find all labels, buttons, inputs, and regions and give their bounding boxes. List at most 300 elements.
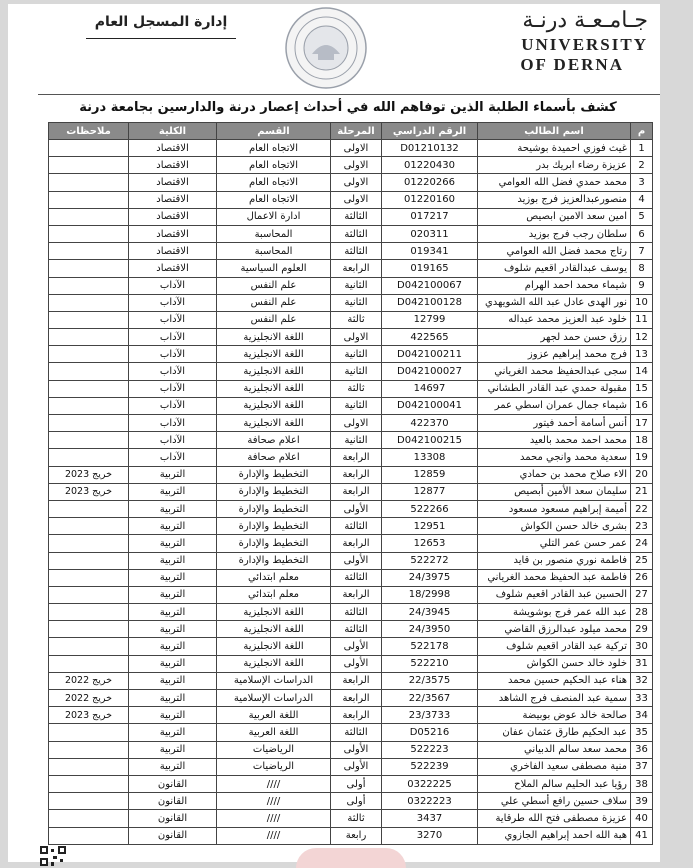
cell-stage: الأولى [331,500,382,517]
university-name-english-line2: OF DERNA [520,55,624,74]
cell-faculty: التربية [129,621,217,638]
cell-student-name: منصورعبدالعزيز فرج بوزيد [478,191,631,208]
cell-note [49,174,129,191]
cell-student-name: أنس أسامة أحمد فيتور [478,415,631,432]
cell-faculty: التربية [129,500,217,517]
cell-department: الرياضيات [217,741,331,758]
table-row [49,346,653,363]
cell-student-id: D042100041 [382,397,478,414]
cell-faculty: التربية [129,552,217,569]
cell-department: اللغة العربية [217,724,331,741]
cell-student-name: سجى عبدالحفيظ محمد الغرياني [478,363,631,380]
table-row [49,655,653,672]
cell-row-number: 8 [631,260,653,277]
cell-department: اللغة الانجليزية [217,638,331,655]
cell-student-id: 522266 [382,500,478,517]
table-header-row [49,123,653,140]
table-row [49,672,653,689]
cell-department: التخطيط والإدارة [217,518,331,535]
cell-note [49,140,129,157]
cell-row-number: 18 [631,432,653,449]
cell-department: اعلام صحافة [217,449,331,466]
cell-student-name: شيماء محمد احمد الهرام [478,277,631,294]
cell-row-number: 31 [631,655,653,672]
table-row [49,724,653,741]
table-row [49,466,653,483]
cell-stage: الاولى [331,140,382,157]
cell-student-name: سلطان رجب فرج بوزيد [478,225,631,242]
cell-row-number: 40 [631,810,653,827]
cell-student-id: 12653 [382,535,478,552]
cell-faculty: التربية [129,655,217,672]
cell-note [49,741,129,758]
cell-student-id: 01220266 [382,174,478,191]
cell-student-id: D042100027 [382,363,478,380]
cell-student-id: 24/3950 [382,621,478,638]
cell-department: التخطيط والإدارة [217,466,331,483]
university-seal-icon [284,6,368,90]
table-row [49,638,653,655]
cell-faculty: الآداب [129,311,217,328]
cell-stage: الرابعة [331,466,382,483]
cell-faculty: القانون [129,793,217,810]
cell-row-number: 26 [631,569,653,586]
cell-faculty: الاقتصاد [129,260,217,277]
cell-department: التخطيط والإدارة [217,552,331,569]
cell-student-name: هبة الله احمد إبراهيم الجازوي [478,827,631,844]
column-header-number: م [631,123,653,140]
table-row [49,449,653,466]
cell-row-number: 41 [631,827,653,844]
cell-stage: الثانية [331,277,382,294]
cell-stage: الثالثة [331,621,382,638]
cell-department: المحاسبة [217,225,331,242]
table-row [49,277,653,294]
cell-note [49,810,129,827]
cell-faculty: التربية [129,569,217,586]
cell-student-id: 522223 [382,741,478,758]
cell-stage: الثالثة [331,604,382,621]
cell-stage: الاولى [331,174,382,191]
cell-student-name: محمد سعد سالم الدبياني [478,741,631,758]
cell-department: //// [217,810,331,827]
cell-student-id: D01210132 [382,140,478,157]
cell-student-name: سعدية محمد وانجي محمد [478,449,631,466]
cell-row-number: 33 [631,690,653,707]
cell-note [49,415,129,432]
cell-student-id: 23/3733 [382,707,478,724]
cell-faculty: التربية [129,518,217,535]
cell-student-id: 22/3567 [382,690,478,707]
table-body [49,140,653,845]
cell-student-id: 3270 [382,827,478,844]
cell-stage: الثانية [331,346,382,363]
cell-note [49,191,129,208]
cell-student-name: هناء عبد الحكيم حسين محمد [478,672,631,689]
cell-student-id: 12859 [382,466,478,483]
cell-row-number: 29 [631,621,653,638]
cell-note [49,260,129,277]
cell-stage: الرابعة [331,449,382,466]
cell-student-name: رتاج محمد فضل الله العوامي [478,243,631,260]
cell-department: التخطيط والإدارة [217,500,331,517]
cell-stage: الأولى [331,638,382,655]
column-header-notes: ملاحظات [49,123,129,140]
cell-row-number: 13 [631,346,653,363]
cell-stage: أولى [331,793,382,810]
cell-faculty: الآداب [129,346,217,363]
cell-faculty: القانون [129,775,217,792]
cell-note [49,535,129,552]
cell-row-number: 10 [631,294,653,311]
cell-row-number: 4 [631,191,653,208]
cell-department: اللغة الانجليزية [217,363,331,380]
cell-student-id: 12799 [382,311,478,328]
cell-student-name: نور الهدى عادل عبد الله الشويهدي [478,294,631,311]
cell-faculty: التربية [129,724,217,741]
cell-row-number: 15 [631,380,653,397]
cell-department: علم النفس [217,294,331,311]
table-row [49,157,653,174]
cell-student-name: فرج محمد إبراهيم عزوز [478,346,631,363]
cell-note: خريج 2022 [49,690,129,707]
cell-student-id: 12951 [382,518,478,535]
cell-faculty: التربية [129,586,217,603]
cell-student-name: عزيزة مصطفى فتح الله طرقاية [478,810,631,827]
table-row [49,140,653,157]
cell-department: الرياضيات [217,758,331,775]
cell-department: الاتجاه العام [217,174,331,191]
cell-note [49,329,129,346]
cell-department: اللغة الانجليزية [217,621,331,638]
cell-student-name: مقبولة حمدي عبد القادر الطشاني [478,380,631,397]
cell-stage: الرابعة [331,707,382,724]
document-title: كشف بأسماء الطلبة الذين توفاهم الله في أحداث إعصار درنة والدارسين بجامعة درنة [79,100,617,115]
cell-department: الدراسات الإسلامية [217,690,331,707]
cell-student-name: عبد الحكيم طارق عثمان عفان [478,724,631,741]
cell-student-id: 24/3975 [382,569,478,586]
cell-department: الاتجاه العام [217,140,331,157]
cell-student-name: سليمان سعد الأمين أبصيص [478,483,631,500]
cell-student-name: عمر حسن عمر التلي [478,535,631,552]
cell-stage: الرابعة [331,483,382,500]
column-header-department: القسم [217,123,331,140]
cell-department: اللغة الانجليزية [217,380,331,397]
cell-note [49,449,129,466]
cell-note [49,225,129,242]
cell-row-number: 16 [631,397,653,414]
cell-department: اعلام صحافة [217,432,331,449]
cell-row-number: 2 [631,157,653,174]
cell-stage: الاولى [331,415,382,432]
cell-student-name: محمد حمدي فضل الله العوامي [478,174,631,191]
cell-student-id: 3437 [382,810,478,827]
cell-faculty: التربية [129,690,217,707]
cell-row-number: 21 [631,483,653,500]
cell-faculty: الاقتصاد [129,243,217,260]
table-row [49,810,653,827]
column-header-stage: المرحلة [331,123,382,140]
cell-department: اللغة الانجليزية [217,604,331,621]
cell-department: معلم ابتدائي [217,569,331,586]
table-row [49,363,653,380]
cell-row-number: 35 [631,724,653,741]
cell-student-name: خلود عبد العزيز محمد عبداله [478,311,631,328]
cell-note [49,775,129,792]
cell-stage: الأولى [331,741,382,758]
cell-stage: الأولى [331,552,382,569]
cell-stage: الرابعة [331,535,382,552]
table-row [49,380,653,397]
cell-faculty: التربية [129,672,217,689]
table-row [49,243,653,260]
cell-student-name: سلاف حسين رافع أسطي علي [478,793,631,810]
cell-student-name: رزق حسن حمد لجهر [478,329,631,346]
cell-faculty: الآداب [129,397,217,414]
cell-student-id: D042100215 [382,432,478,449]
cell-note [49,655,129,672]
cell-note: خريج 2023 [49,466,129,483]
cell-note [49,500,129,517]
registrar-underline [86,38,236,39]
cell-student-id: 019341 [382,243,478,260]
cell-student-id: 01220430 [382,157,478,174]
cell-row-number: 14 [631,363,653,380]
cell-row-number: 32 [631,672,653,689]
cell-faculty: التربية [129,707,217,724]
cell-row-number: 28 [631,604,653,621]
cell-faculty: الآداب [129,449,217,466]
cell-student-id: 020311 [382,225,478,242]
cell-student-id: 522210 [382,655,478,672]
cell-row-number: 7 [631,243,653,260]
cell-row-number: 12 [631,329,653,346]
table-row [49,415,653,432]
table-row [49,518,653,535]
cell-stage: الاولى [331,329,382,346]
column-header-student-id: الرقم الدراسي [382,123,478,140]
cell-department: اللغة الانجليزية [217,655,331,672]
cell-stage: الثانية [331,397,382,414]
cell-faculty: التربية [129,604,217,621]
cell-student-id: D042100211 [382,346,478,363]
cell-note [49,363,129,380]
column-header-name: اسم الطالب [478,123,631,140]
students-table [48,122,653,845]
cell-stage: الثانية [331,432,382,449]
cell-student-id: 522272 [382,552,478,569]
cell-stage: الثالثة [331,569,382,586]
cell-faculty: الآداب [129,329,217,346]
cell-stage: أولى [331,775,382,792]
cell-stage: الثالثة [331,208,382,225]
cell-faculty: القانون [129,827,217,844]
cell-department: الدراسات الإسلامية [217,672,331,689]
cell-student-id: 18/2998 [382,586,478,603]
cell-student-id: D042100067 [382,277,478,294]
cell-note [49,758,129,775]
cell-note: خريج 2023 [49,707,129,724]
cell-student-name: الاء صلاح محمد بن حمادي [478,466,631,483]
table-row [49,397,653,414]
cell-stage: الرابعة [331,672,382,689]
cell-student-id: 019165 [382,260,478,277]
cell-student-id: 422370 [382,415,478,432]
table-row [49,191,653,208]
cell-student-id: 24/3945 [382,604,478,621]
table-row [49,311,653,328]
cell-department: التخطيط والإدارة [217,535,331,552]
cell-department: العلوم السياسية [217,260,331,277]
table-row [49,827,653,844]
cell-student-name: منية مصطفى سعيد الفاخري [478,758,631,775]
cell-faculty: التربية [129,483,217,500]
cell-row-number: 36 [631,741,653,758]
cell-department: اللغة العربية [217,707,331,724]
cell-student-name: محمد ميلود عبدالرزق القاضي [478,621,631,638]
cell-row-number: 5 [631,208,653,225]
cell-row-number: 38 [631,775,653,792]
cell-stage: ثالثة [331,810,382,827]
cell-faculty: الآداب [129,432,217,449]
cell-department: اللغة الانجليزية [217,397,331,414]
table-row [49,621,653,638]
cell-student-id: D042100128 [382,294,478,311]
cell-faculty: الاقتصاد [129,225,217,242]
cell-faculty: الآداب [129,277,217,294]
table-row [49,225,653,242]
cell-student-name: يوسف عبدالقادر اقعيم شلوف [478,260,631,277]
cell-student-name: عبد الله عمر فرج بوشويشة [478,604,631,621]
cell-faculty: الاقتصاد [129,140,217,157]
table-row [49,707,653,724]
cell-student-name: شيماء جمال عمران اسطي عمر [478,397,631,414]
cell-stage: الاولى [331,157,382,174]
cell-department: معلم ابتدائي [217,586,331,603]
table-row [49,586,653,603]
cell-row-number: 6 [631,225,653,242]
qr-code-icon [40,846,68,866]
cell-stage: الاولى [331,191,382,208]
cell-stage: الثالثة [331,243,382,260]
cell-department: اللغة الانجليزية [217,329,331,346]
cell-stage: الثالثة [331,724,382,741]
header-divider [38,94,660,95]
cell-faculty: التربية [129,535,217,552]
cell-student-id: 22/3575 [382,672,478,689]
cell-student-name: سمية عبد المنصف فرج الشاهد [478,690,631,707]
cell-note [49,827,129,844]
cell-student-id: 522178 [382,638,478,655]
cell-note [49,552,129,569]
cell-note [49,638,129,655]
cell-student-name: فاطمة نوري منصور بن قايد [478,552,631,569]
cell-row-number: 22 [631,500,653,517]
cell-student-id: 12877 [382,483,478,500]
cell-student-id: 14697 [382,380,478,397]
table-row [49,775,653,792]
cell-faculty: الآداب [129,380,217,397]
cell-student-id: 422565 [382,329,478,346]
cell-row-number: 1 [631,140,653,157]
cell-student-name: خلود خالد حسن الكواش [478,655,631,672]
cell-student-name: امين سعد الامين ابصيص [478,208,631,225]
cell-row-number: 20 [631,466,653,483]
cell-department: علم النفس [217,277,331,294]
university-name-arabic: جـامـعـة درنـة [522,8,648,33]
table-row [49,483,653,500]
university-header [418,8,648,75]
cell-student-name: فاطمة عبد الحفيظ محمد الغرياني [478,569,631,586]
cell-note [49,346,129,363]
cell-stage: الثالثة [331,225,382,242]
cell-student-name: أميمة إبراهيم مسعود مسعود [478,500,631,517]
cell-student-name: رؤيا عبد الحليم سالم الملاح [478,775,631,792]
cell-department: المحاسبة [217,243,331,260]
cell-student-id: 017217 [382,208,478,225]
cell-department: الاتجاه العام [217,191,331,208]
registrar-header [86,14,236,30]
cell-faculty: الاقتصاد [129,208,217,225]
cell-row-number: 9 [631,277,653,294]
cell-note [49,724,129,741]
cell-faculty: الآداب [129,363,217,380]
stamp-mark [296,848,406,868]
cell-stage: الرابعة [331,586,382,603]
column-header-faculty: الكلية [129,123,217,140]
cell-department: ادارة الاعمال [217,208,331,225]
cell-stage: ثالثة [331,380,382,397]
cell-stage: الأولى [331,758,382,775]
cell-stage: رابعة [331,827,382,844]
cell-note [49,294,129,311]
cell-department: //// [217,775,331,792]
table-row [49,604,653,621]
table-row [49,329,653,346]
cell-note [49,793,129,810]
table-row [49,294,653,311]
cell-department: علم النفس [217,311,331,328]
cell-stage: ثالثة [331,311,382,328]
cell-stage: الأولى [331,655,382,672]
cell-row-number: 37 [631,758,653,775]
cell-student-name: محمد احمد محمد بالعيد [478,432,631,449]
cell-stage: الرابعة [331,690,382,707]
cell-faculty: الاقتصاد [129,174,217,191]
cell-note: خريج 2023 [49,483,129,500]
cell-student-id: 0322223 [382,793,478,810]
cell-student-name: بشرى خالد حسن الكواش [478,518,631,535]
cell-row-number: 11 [631,311,653,328]
cell-student-name: الحسين عبد القادر اقعيم شلوف [478,586,631,603]
cell-stage: الثانية [331,363,382,380]
cell-stage: الثانية [331,294,382,311]
cell-faculty: التربية [129,466,217,483]
cell-row-number: 27 [631,586,653,603]
table-row [49,552,653,569]
cell-faculty: التربية [129,758,217,775]
table-row [49,260,653,277]
cell-faculty: الاقتصاد [129,157,217,174]
cell-note [49,621,129,638]
cell-row-number: 3 [631,174,653,191]
cell-note [49,397,129,414]
cell-note [49,157,129,174]
cell-note: خريج 2022 [49,672,129,689]
cell-student-id: 01220160 [382,191,478,208]
cell-faculty: الاقتصاد [129,191,217,208]
cell-department: الاتجاه العام [217,157,331,174]
